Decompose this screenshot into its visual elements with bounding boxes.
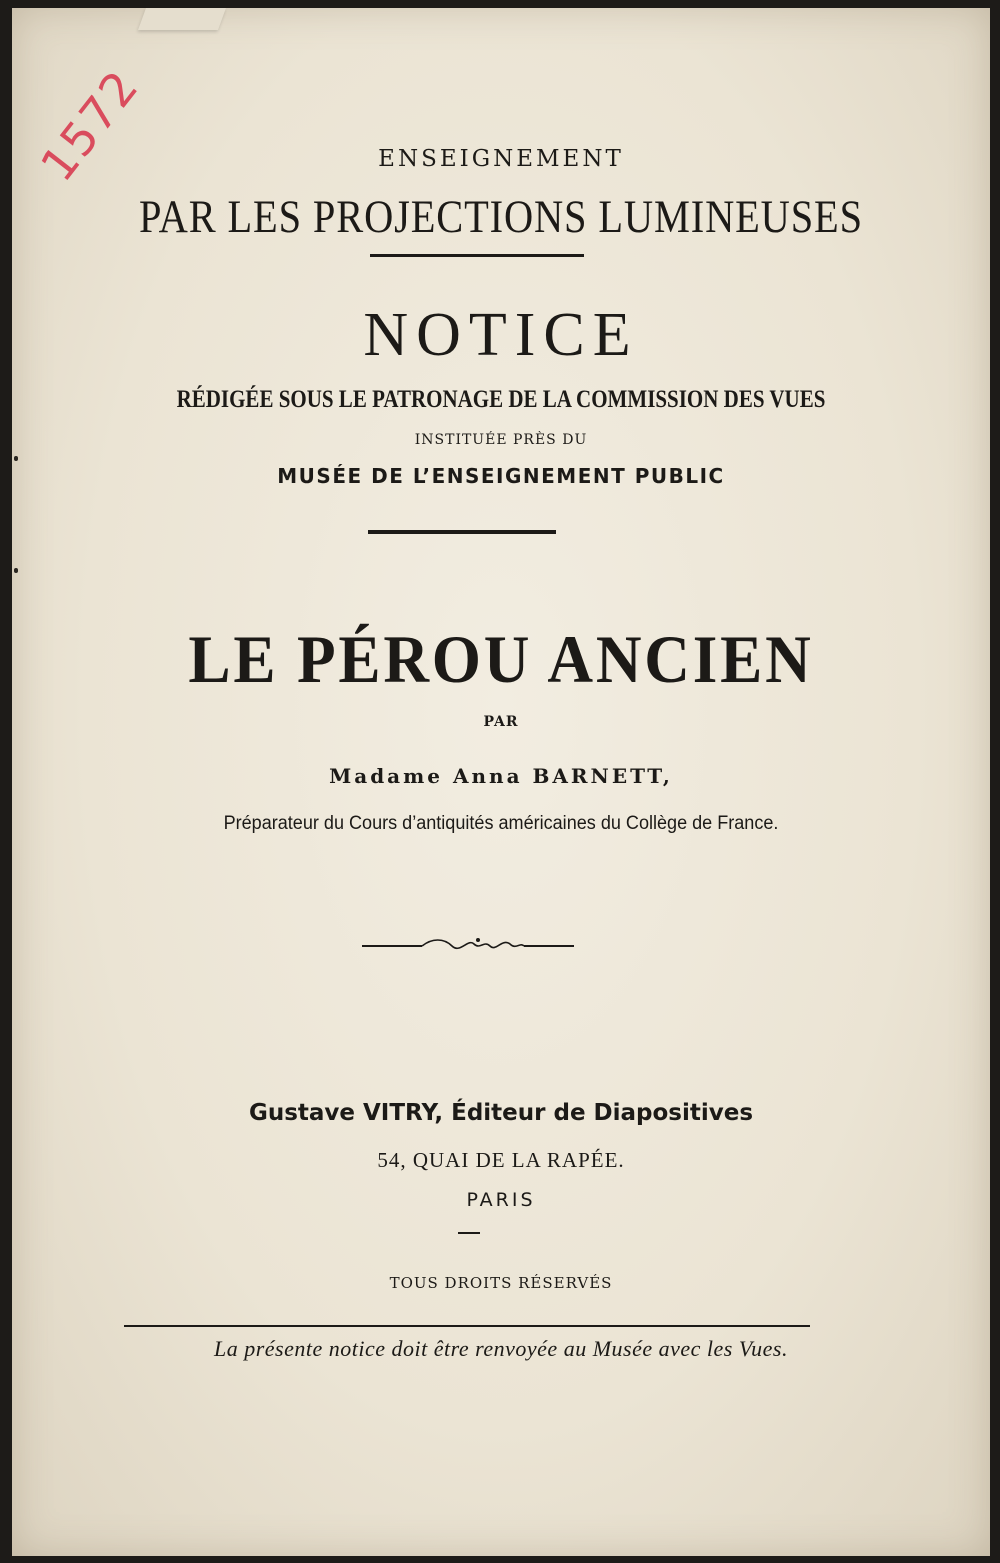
museum-name: MUSÉE DE L’ENSEIGNEMENT PUBLIC bbox=[277, 464, 725, 488]
publisher-city: PARIS bbox=[466, 1189, 536, 1211]
publisher-address: 54, QUAI DE LA RAPÉE. bbox=[377, 1148, 625, 1172]
series-title: ENSEIGNEMENT bbox=[378, 146, 624, 172]
ornamental-divider bbox=[12, 934, 990, 956]
divider-rule bbox=[368, 530, 556, 534]
by-label: PAR bbox=[483, 714, 519, 730]
footer-rule bbox=[124, 1325, 810, 1327]
paper-speck bbox=[14, 568, 18, 573]
author-affiliation: Préparateur du Cours d’antiquités américaines du Collège de France. bbox=[223, 813, 779, 834]
series-subtitle: PAR LES PROJECTIONS LUMINEUSES bbox=[139, 191, 863, 243]
instituee-line: INSTITUÉE PRÈS DU bbox=[414, 432, 588, 448]
return-notice: La présente notice doit être renvoyée au Musée avec les Vues. bbox=[214, 1336, 788, 1361]
author-name: Madame Anna BARNETT, bbox=[329, 764, 673, 788]
work-title: LE PÉROU ANCIEN bbox=[188, 621, 814, 697]
short-dash bbox=[458, 1232, 480, 1234]
patronage-line: RÉDIGÉE SOUS LE PATRONAGE DE LA COMMISSION DES VUES bbox=[176, 386, 826, 413]
notice-heading: NOTICE bbox=[363, 301, 639, 369]
paper-speck bbox=[14, 456, 18, 461]
publisher-name: Gustave VITRY, Éditeur de Diapositives bbox=[248, 1100, 754, 1126]
document-page bbox=[12, 8, 990, 1556]
divider-rule bbox=[370, 254, 584, 257]
handwritten-inventory-number: 1572 bbox=[30, 59, 150, 192]
rights-notice: TOUS DROITS RÉSERVÉS bbox=[389, 1274, 613, 1292]
folded-corner bbox=[138, 8, 226, 30]
